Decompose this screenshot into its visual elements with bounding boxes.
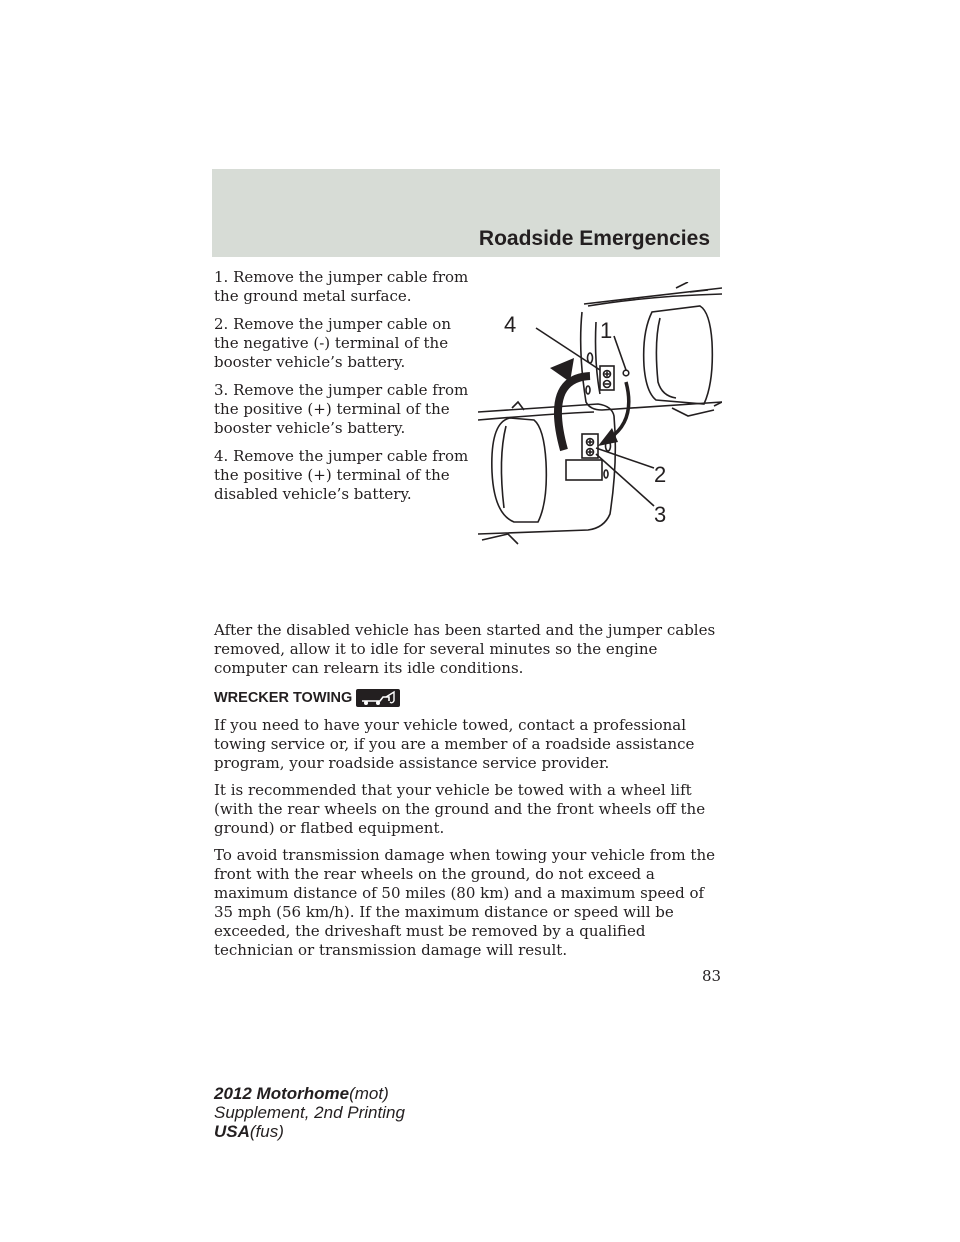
wrecker-towing-title: WRECKER TOWING: [214, 690, 353, 706]
callout-label: 4: [504, 312, 517, 337]
jump-start-steps: [214, 268, 476, 513]
callout-label: 3: [654, 502, 667, 527]
booster-vehicle-illustration: [581, 282, 722, 416]
footer-printing-info: [214, 1084, 405, 1141]
wrecker-towing-heading: [214, 689, 400, 707]
step-item: 4. Remove the jumper cable from the positive (+) terminal of the disabled vehicle’s battery.: [214, 447, 469, 503]
footer-model: 2012 Motorhome: [214, 1084, 350, 1103]
towing-paragraph: It is recommended that your vehicle be towed with a wheel lift (with the rear wheels on the ground and the front wheels off the ground) or flatbed equipment.: [214, 781, 706, 837]
jumper-cable-diagram: [478, 282, 722, 550]
header-band: [212, 169, 720, 257]
footer-market-code: (fus): [249, 1122, 284, 1141]
page-number: 83: [702, 967, 722, 985]
footer-market: USA: [214, 1122, 250, 1141]
disabled-vehicle-illustration: [478, 402, 615, 544]
callout-label: 1: [600, 318, 613, 343]
tow-truck-icon: [356, 689, 400, 707]
arrow-head-left: [550, 358, 574, 382]
section-title: Roadside Emergencies: [478, 227, 710, 250]
towing-paragraph: If you need to have your vehicle towed, contact a professional towing service or, if you are a member of a roadside assistance program, your roadside assistance service provider.: [214, 716, 695, 772]
footer-model-code: (mot): [349, 1084, 389, 1103]
towing-paragraph: To avoid transmission damage when towing your vehicle from the front with the rear wheels on the ground, do not exceed a maximum distance of 50 miles (80 km) and a maximum speed of 35 mph (56 km/h). If the maximum distance or speed will be exceeded, the driveshaft must be removed by a qualified technician or transmission damage will result.: [214, 846, 715, 959]
step-item: 2. Remove the jumper cable on the negative (-) terminal of the booster vehicle’s battery.: [214, 315, 451, 371]
footer-printing: Supplement, 2nd Printing: [214, 1103, 405, 1122]
step-item: 3. Remove the jumper cable from the positive (+) terminal of the booster vehicle’s battery.: [214, 381, 469, 437]
booster-battery: [600, 366, 629, 390]
step-item: 1. Remove the jumper cable from the ground metal surface.: [214, 268, 469, 305]
disabled-battery: [582, 434, 598, 458]
after-start-paragraph: After the disabled vehicle has been started and the jumper cables removed, allow it to idle for several minutes so the engine computer can relearn its idle conditions.: [214, 621, 716, 677]
callout-label: 2: [654, 462, 667, 487]
